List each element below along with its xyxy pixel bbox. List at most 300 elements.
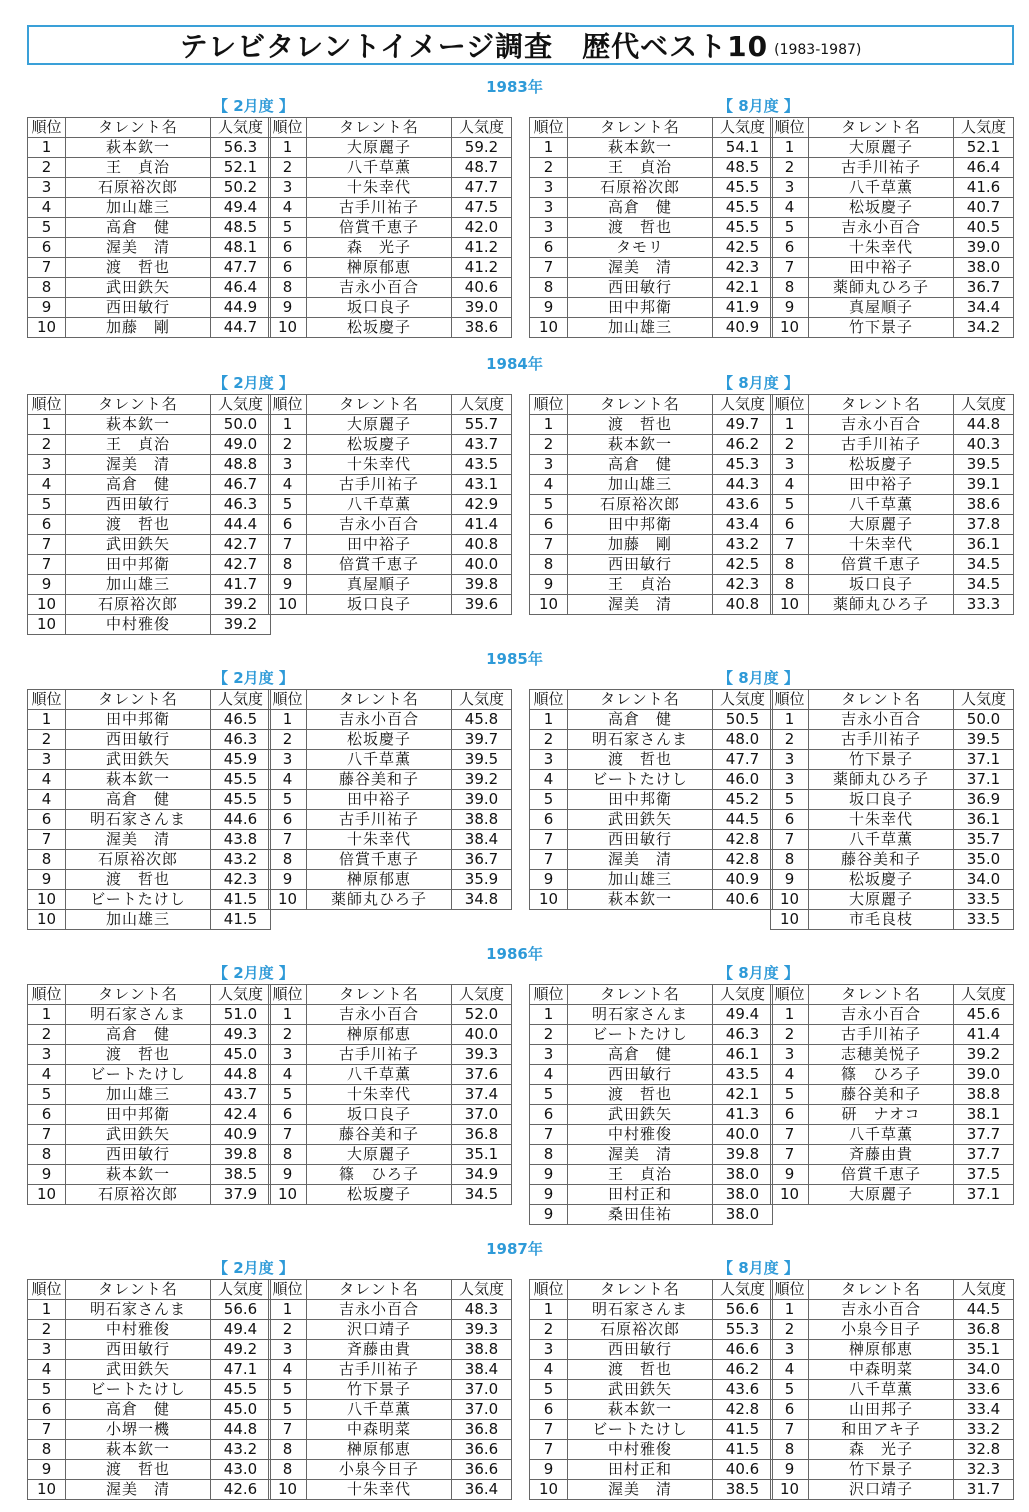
name-cell: 武田鉄矢: [568, 1380, 713, 1400]
score-cell: 50.0: [954, 710, 1014, 730]
table-row: [530, 790, 773, 810]
name-cell: 八千草薫: [307, 1065, 452, 1085]
name-cell: 大原麗子: [809, 515, 954, 535]
table-row: [771, 730, 1014, 750]
rank-cell: 5: [28, 218, 66, 238]
name-cell: 明石家さんま: [568, 1300, 713, 1320]
rank-cell: 4: [269, 1360, 307, 1380]
rank-cell: 6: [269, 238, 307, 258]
score-cell: 46.7: [211, 475, 271, 495]
name-cell: ビートたけし: [66, 1380, 211, 1400]
name-cell: 渡 哲也: [568, 415, 713, 435]
rank-cell: 2: [530, 1320, 568, 1340]
rank-cell: 7: [771, 258, 809, 278]
table-row: [771, 575, 1014, 595]
name-cell: 田中邦衛: [568, 515, 713, 535]
score-cell: 42.9: [452, 495, 512, 515]
score-cell: 47.7: [452, 178, 512, 198]
table-row: [771, 595, 1014, 615]
score-cell: 37.4: [452, 1085, 512, 1105]
name-cell: 萩本欽一: [568, 890, 713, 910]
table-row: [771, 278, 1014, 298]
rank-cell: 8: [771, 575, 809, 595]
rank-cell: 5: [28, 1380, 66, 1400]
name-header: タレント名: [809, 1280, 954, 1300]
score-cell: 41.5: [211, 910, 271, 930]
name-cell: 萩本欽一: [568, 435, 713, 455]
score-cell: 41.9: [713, 298, 773, 318]
rank-cell: 7: [269, 1125, 307, 1145]
rank-header: 順位: [269, 395, 307, 415]
table-row: [28, 1105, 271, 1125]
rank-cell: 7: [28, 258, 66, 278]
table-row: [28, 830, 271, 850]
name-cell: 石原裕次郎: [568, 178, 713, 198]
table-row: [771, 910, 1014, 930]
table-row: [771, 790, 1014, 810]
rank-cell: 8: [771, 555, 809, 575]
table-row: [28, 1005, 271, 1025]
score-cell: 40.5: [954, 218, 1014, 238]
rank-cell: 5: [269, 218, 307, 238]
rank-cell: 3: [269, 1340, 307, 1360]
table-row: [771, 1440, 1014, 1460]
name-cell: 渥美 清: [66, 455, 211, 475]
name-cell: 萩本欽一: [66, 1165, 211, 1185]
score-cell: 39.7: [452, 730, 512, 750]
ranking-table: [529, 689, 773, 910]
score-header: 人気度: [211, 985, 271, 1005]
rank-cell: 4: [28, 770, 66, 790]
rank-cell: 7: [28, 535, 66, 555]
table-header-row: [530, 118, 773, 138]
rank-cell: 3: [771, 455, 809, 475]
table-row: [269, 1105, 512, 1125]
name-cell: 吉永小百合: [307, 1300, 452, 1320]
name-cell: 渥美 清: [568, 850, 713, 870]
table-row: [28, 515, 271, 535]
rank-cell: 4: [771, 475, 809, 495]
name-cell: 八千草薫: [307, 158, 452, 178]
name-cell: 石原裕次郎: [66, 595, 211, 615]
rank-cell: 6: [28, 1105, 66, 1125]
name-cell: 渡 哲也: [568, 1360, 713, 1380]
name-cell: 倍賞千恵子: [809, 555, 954, 575]
score-cell: 43.7: [452, 435, 512, 455]
name-cell: 明石家さんま: [568, 1005, 713, 1025]
name-cell: 吉永小百合: [307, 278, 452, 298]
name-cell: 吉永小百合: [307, 1005, 452, 1025]
table-row: [530, 198, 773, 218]
rank-cell: 9: [530, 298, 568, 318]
table-row: [28, 575, 271, 595]
rank-cell: 2: [28, 1025, 66, 1045]
table-row: [28, 1185, 271, 1205]
score-cell: 41.6: [954, 178, 1014, 198]
table-row: [269, 1005, 512, 1025]
name-cell: 加山雄三: [568, 870, 713, 890]
score-cell: 34.5: [452, 1185, 512, 1205]
score-cell: 49.2: [211, 1340, 271, 1360]
score-cell: 38.8: [452, 1340, 512, 1360]
name-cell: 松坂慶子: [809, 198, 954, 218]
score-cell: 44.3: [713, 475, 773, 495]
score-cell: 36.9: [954, 790, 1014, 810]
year-heading: 1985年: [486, 650, 543, 668]
table-row: [269, 870, 512, 890]
rank-cell: 1: [771, 138, 809, 158]
name-cell: 藤谷美和子: [307, 770, 452, 790]
rank-cell: 9: [771, 1165, 809, 1185]
name-cell: 藤谷美和子: [809, 1085, 954, 1105]
name-cell: 西田敏行: [568, 1065, 713, 1085]
table-row: [28, 1360, 271, 1380]
name-cell: 西田敏行: [568, 555, 713, 575]
table-row: [28, 238, 271, 258]
rank-cell: 7: [269, 830, 307, 850]
rank-cell: 6: [530, 238, 568, 258]
rank-cell: 9: [530, 1185, 568, 1205]
rank-cell: 7: [530, 1125, 568, 1145]
table-row: [771, 1085, 1014, 1105]
month-label-aug: 【 8月度 】: [718, 964, 799, 982]
score-header: 人気度: [954, 985, 1014, 1005]
name-cell: 古手川祐子: [307, 198, 452, 218]
table-row: [269, 318, 512, 338]
rank-cell: 6: [771, 1400, 809, 1420]
table-row: [771, 1065, 1014, 1085]
name-cell: 渥美 清: [568, 595, 713, 615]
name-cell: 倍賞千恵子: [307, 850, 452, 870]
ranking-table: [27, 1279, 271, 1500]
rank-cell: 9: [771, 1460, 809, 1480]
score-cell: 46.5: [211, 710, 271, 730]
score-cell: 40.0: [713, 1125, 773, 1145]
name-header: タレント名: [307, 690, 452, 710]
rank-cell: 7: [771, 1420, 809, 1440]
table-row: [28, 178, 271, 198]
name-cell: 加山雄三: [66, 198, 211, 218]
score-cell: 38.0: [713, 1185, 773, 1205]
score-cell: 43.6: [713, 1380, 773, 1400]
month-label-feb: 【 2月度 】: [213, 97, 294, 115]
table-row: [530, 1045, 773, 1065]
score-header: 人気度: [954, 118, 1014, 138]
rank-cell: 3: [530, 198, 568, 218]
table-row: [269, 750, 512, 770]
table-row: [771, 515, 1014, 535]
table-header-row: [28, 690, 271, 710]
table-row: [771, 1300, 1014, 1320]
rank-cell: 3: [269, 750, 307, 770]
name-cell: 中村雅俊: [568, 1125, 713, 1145]
rank-cell: 7: [530, 1440, 568, 1460]
table-row: [530, 218, 773, 238]
score-cell: 35.7: [954, 830, 1014, 850]
name-cell: 桑田佳祐: [568, 1205, 713, 1225]
table-row: [28, 198, 271, 218]
score-cell: 32.3: [954, 1460, 1014, 1480]
score-cell: 42.4: [211, 1105, 271, 1125]
name-cell: 西田敏行: [66, 1145, 211, 1165]
table-header-row: [771, 1280, 1014, 1300]
name-cell: 森 光子: [809, 1440, 954, 1460]
table-row: [28, 258, 271, 278]
name-cell: 加山雄三: [66, 1085, 211, 1105]
table-row: [28, 278, 271, 298]
rank-header: 順位: [771, 1280, 809, 1300]
score-cell: 42.1: [713, 1085, 773, 1105]
name-cell: 高倉 健: [568, 710, 713, 730]
name-cell: 中森明菜: [307, 1420, 452, 1440]
name-cell: 田村正和: [568, 1460, 713, 1480]
rank-cell: 3: [771, 770, 809, 790]
score-cell: 35.0: [954, 850, 1014, 870]
ranking-table: [27, 689, 271, 930]
rank-cell: 9: [771, 870, 809, 890]
score-cell: 49.4: [211, 198, 271, 218]
score-cell: 33.6: [954, 1380, 1014, 1400]
score-cell: 50.2: [211, 178, 271, 198]
table-row: [269, 178, 512, 198]
table-row: [530, 1380, 773, 1400]
rank-header: 順位: [28, 395, 66, 415]
rank-cell: 4: [28, 1065, 66, 1085]
ranking-table: [770, 689, 1014, 930]
name-cell: 西田敏行: [66, 730, 211, 750]
table-row: [28, 790, 271, 810]
score-cell: 39.0: [452, 298, 512, 318]
rank-cell: 8: [28, 278, 66, 298]
rank-cell: 6: [269, 810, 307, 830]
score-cell: 46.4: [954, 158, 1014, 178]
rank-cell: 9: [269, 870, 307, 890]
score-cell: 45.5: [713, 198, 773, 218]
name-cell: 大原麗子: [307, 415, 452, 435]
name-cell: ビートたけし: [66, 890, 211, 910]
name-cell: 明石家さんま: [66, 1300, 211, 1320]
rank-cell: 10: [269, 318, 307, 338]
name-cell: 高倉 健: [66, 475, 211, 495]
score-cell: 42.3: [713, 575, 773, 595]
score-cell: 43.0: [211, 1460, 271, 1480]
table-row: [530, 1360, 773, 1380]
name-cell: 坂口良子: [307, 1105, 452, 1125]
page-subtitle: (1983-1987): [774, 42, 862, 58]
rank-cell: 5: [530, 790, 568, 810]
rank-header: 順位: [530, 118, 568, 138]
rank-cell: 1: [771, 415, 809, 435]
score-cell: 48.5: [713, 158, 773, 178]
name-cell: 十朱幸代: [307, 1085, 452, 1105]
name-cell: 倍賞千恵子: [809, 1165, 954, 1185]
rank-cell: 1: [28, 1300, 66, 1320]
rank-cell: 4: [28, 475, 66, 495]
score-cell: 38.0: [713, 1165, 773, 1185]
table-row: [530, 1145, 773, 1165]
name-cell: 萩本欽一: [66, 1440, 211, 1460]
score-header: 人気度: [452, 985, 512, 1005]
score-cell: 45.5: [211, 790, 271, 810]
rank-cell: 3: [28, 1045, 66, 1065]
score-header: 人気度: [211, 118, 271, 138]
name-cell: 武田鉄矢: [66, 750, 211, 770]
score-cell: 39.8: [452, 575, 512, 595]
rank-cell: 10: [771, 595, 809, 615]
score-cell: 41.2: [452, 258, 512, 278]
rank-cell: 2: [28, 435, 66, 455]
ranking-table: [27, 984, 271, 1205]
score-header: 人気度: [713, 118, 773, 138]
rank-cell: 3: [28, 750, 66, 770]
name-cell: 十朱幸代: [307, 178, 452, 198]
table-row: [269, 535, 512, 555]
table-header-row: [269, 1280, 512, 1300]
ranking-table: [268, 1279, 512, 1500]
score-cell: 56.3: [211, 138, 271, 158]
month-label-aug: 【 8月度 】: [718, 97, 799, 115]
score-cell: 41.5: [713, 1440, 773, 1460]
rank-cell: 9: [530, 1165, 568, 1185]
score-cell: 36.7: [954, 278, 1014, 298]
score-cell: 44.6: [211, 810, 271, 830]
table-row: [269, 770, 512, 790]
score-cell: 37.1: [954, 750, 1014, 770]
name-cell: 吉永小百合: [307, 710, 452, 730]
table-header-row: [269, 690, 512, 710]
name-cell: 松坂慶子: [307, 1185, 452, 1205]
score-cell: 37.6: [452, 1065, 512, 1085]
rank-cell: 1: [269, 1300, 307, 1320]
score-cell: 31.7: [954, 1480, 1014, 1500]
score-cell: 35.1: [954, 1340, 1014, 1360]
score-cell: 38.4: [452, 1360, 512, 1380]
name-cell: 明石家さんま: [66, 1005, 211, 1025]
rank-cell: 1: [269, 1005, 307, 1025]
table-row: [771, 178, 1014, 198]
rank-cell: 2: [530, 158, 568, 178]
name-cell: 沢口靖子: [809, 1480, 954, 1500]
rank-cell: 9: [28, 1460, 66, 1480]
rank-cell: 8: [771, 278, 809, 298]
table-row: [269, 1400, 512, 1420]
ranking-table: [268, 394, 512, 615]
score-cell: 38.5: [211, 1165, 271, 1185]
table-row: [269, 1380, 512, 1400]
table-row: [530, 258, 773, 278]
rank-cell: 9: [530, 1460, 568, 1480]
name-cell: 加藤 剛: [66, 318, 211, 338]
name-cell: 小泉今日子: [809, 1320, 954, 1340]
rank-cell: 10: [530, 595, 568, 615]
score-cell: 43.7: [211, 1085, 271, 1105]
score-cell: 43.6: [713, 495, 773, 515]
score-cell: 44.5: [954, 1300, 1014, 1320]
table-row: [771, 770, 1014, 790]
score-header: 人気度: [211, 1280, 271, 1300]
rank-header: 順位: [28, 118, 66, 138]
table-row: [530, 1085, 773, 1105]
table-row: [269, 455, 512, 475]
score-cell: 46.4: [211, 278, 271, 298]
table-row: [771, 750, 1014, 770]
rank-cell: 1: [771, 1005, 809, 1025]
table-row: [771, 138, 1014, 158]
table-row: [269, 1320, 512, 1340]
month-label-feb: 【 2月度 】: [213, 1259, 294, 1277]
rank-cell: 7: [530, 830, 568, 850]
name-cell: 小泉今日子: [307, 1460, 452, 1480]
table-row: [28, 475, 271, 495]
month-label-feb: 【 2月度 】: [213, 964, 294, 982]
name-cell: 和田アキ子: [809, 1420, 954, 1440]
table-row: [269, 158, 512, 178]
rank-cell: 9: [28, 1165, 66, 1185]
rank-cell: 10: [28, 910, 66, 930]
score-cell: 40.0: [452, 555, 512, 575]
rank-cell: 5: [269, 1380, 307, 1400]
name-cell: 西田敏行: [66, 1340, 211, 1360]
rank-cell: 10: [28, 890, 66, 910]
rank-cell: 2: [530, 1025, 568, 1045]
score-cell: 38.6: [452, 318, 512, 338]
table-row: [28, 218, 271, 238]
rank-cell: 4: [771, 198, 809, 218]
rank-cell: 1: [269, 415, 307, 435]
table-row: [771, 1340, 1014, 1360]
name-header: タレント名: [307, 1280, 452, 1300]
name-cell: 坂口良子: [307, 298, 452, 318]
rank-cell: 8: [771, 850, 809, 870]
score-cell: 39.2: [211, 615, 271, 635]
score-cell: 40.9: [713, 318, 773, 338]
table-row: [530, 1320, 773, 1340]
score-cell: 43.8: [211, 830, 271, 850]
rank-cell: 5: [530, 1085, 568, 1105]
ranking-table: [529, 394, 773, 615]
rank-cell: 6: [269, 1105, 307, 1125]
table-row: [530, 575, 773, 595]
rank-cell: 9: [28, 870, 66, 890]
score-cell: 35.1: [452, 1145, 512, 1165]
name-cell: 榊原郁恵: [307, 1025, 452, 1045]
name-cell: 榊原郁恵: [809, 1340, 954, 1360]
score-cell: 38.4: [452, 830, 512, 850]
name-cell: 十朱幸代: [307, 455, 452, 475]
rank-cell: 4: [530, 770, 568, 790]
table-row: [530, 278, 773, 298]
table-row: [530, 495, 773, 515]
name-cell: 小堺一機: [66, 1420, 211, 1440]
name-cell: 田中邦衛: [568, 298, 713, 318]
rank-cell: 4: [530, 475, 568, 495]
name-cell: 王 貞治: [568, 158, 713, 178]
score-cell: 42.0: [452, 218, 512, 238]
rank-cell: 9: [530, 870, 568, 890]
table-row: [28, 1125, 271, 1145]
table-row: [28, 535, 271, 555]
score-cell: 42.3: [211, 870, 271, 890]
name-cell: 中村雅俊: [66, 1320, 211, 1340]
name-header: タレント名: [66, 985, 211, 1005]
rank-cell: 1: [771, 710, 809, 730]
score-cell: 40.9: [211, 1125, 271, 1145]
score-cell: 37.7: [954, 1125, 1014, 1145]
rank-cell: 8: [28, 850, 66, 870]
table-row: [269, 890, 512, 910]
rank-cell: 3: [771, 750, 809, 770]
name-cell: 竹下景子: [307, 1380, 452, 1400]
